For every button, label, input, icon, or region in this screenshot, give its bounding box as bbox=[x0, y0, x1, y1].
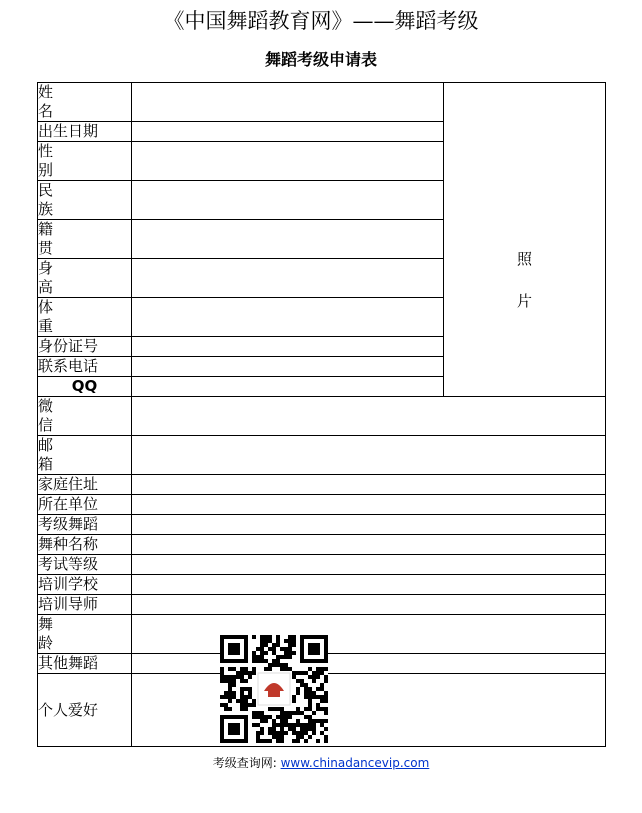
input-ethnicity[interactable] bbox=[132, 181, 444, 220]
footer-label: 考级查询网: bbox=[212, 756, 281, 770]
photo-label-1: 照 bbox=[516, 249, 532, 268]
label-other-dance: 其他舞蹈 bbox=[38, 654, 132, 674]
photo-area[interactable] bbox=[444, 83, 606, 397]
label-name: 姓 名 bbox=[38, 83, 132, 122]
qr-code bbox=[220, 635, 328, 743]
input-id-number[interactable] bbox=[132, 337, 444, 357]
input-native-place[interactable] bbox=[132, 220, 444, 259]
label-height: 身 高 bbox=[38, 259, 132, 298]
input-address[interactable] bbox=[132, 475, 606, 495]
input-phone[interactable] bbox=[132, 357, 444, 377]
label-training-teacher: 培训导师 bbox=[38, 595, 132, 615]
label-exam-dance: 考级舞蹈 bbox=[38, 515, 132, 535]
input-exam-dance[interactable] bbox=[132, 515, 606, 535]
input-wechat[interactable] bbox=[132, 397, 606, 436]
label-exam-level: 考试等级 bbox=[38, 555, 132, 575]
label-workplace: 所在单位 bbox=[38, 495, 132, 515]
input-workplace[interactable] bbox=[132, 495, 606, 515]
label-ethnicity: 民 族 bbox=[38, 181, 132, 220]
footer-link[interactable]: www.chinadancevip.com bbox=[280, 756, 430, 770]
input-training-school[interactable] bbox=[132, 575, 606, 595]
input-gender[interactable] bbox=[132, 142, 444, 181]
input-name[interactable] bbox=[132, 83, 444, 122]
label-phone: 联系电话 bbox=[38, 357, 132, 377]
label-training-school: 培训学校 bbox=[38, 575, 132, 595]
label-dance-age: 舞 龄 bbox=[38, 615, 132, 654]
label-qq: QQ bbox=[38, 377, 132, 397]
input-other-dance[interactable] bbox=[132, 654, 606, 674]
label-id-number: 身份证号 bbox=[38, 337, 132, 357]
page-title: 《中国舞蹈教育网》——舞蹈考级 bbox=[163, 9, 479, 33]
input-height[interactable] bbox=[132, 259, 444, 298]
label-dance-type: 舞种名称 bbox=[38, 535, 132, 555]
input-qq[interactable] bbox=[132, 377, 444, 397]
photo-label-2: 片 bbox=[516, 291, 532, 310]
input-weight[interactable] bbox=[132, 298, 444, 337]
label-gender: 性 别 bbox=[38, 142, 132, 181]
label-weight: 体 重 bbox=[38, 298, 132, 337]
input-dance-type[interactable] bbox=[132, 535, 606, 555]
label-native-place: 籍 贯 bbox=[38, 220, 132, 259]
input-exam-level[interactable] bbox=[132, 555, 606, 575]
label-hobbies: 个人爱好 bbox=[38, 674, 132, 747]
input-training-teacher[interactable] bbox=[132, 595, 606, 615]
input-hobbies[interactable] bbox=[132, 674, 606, 747]
input-birth[interactable] bbox=[132, 122, 444, 142]
form-title: 舞蹈考级申请表 bbox=[264, 50, 377, 69]
label-email: 邮 箱 bbox=[38, 436, 132, 475]
qr-logo-icon bbox=[258, 673, 290, 705]
label-address: 家庭住址 bbox=[38, 475, 132, 495]
label-wechat: 微 信 bbox=[38, 397, 132, 436]
input-dance-age[interactable] bbox=[132, 615, 606, 654]
label-birth: 出生日期 bbox=[38, 122, 132, 142]
input-email[interactable] bbox=[132, 436, 606, 475]
footer bbox=[0, 754, 642, 772]
